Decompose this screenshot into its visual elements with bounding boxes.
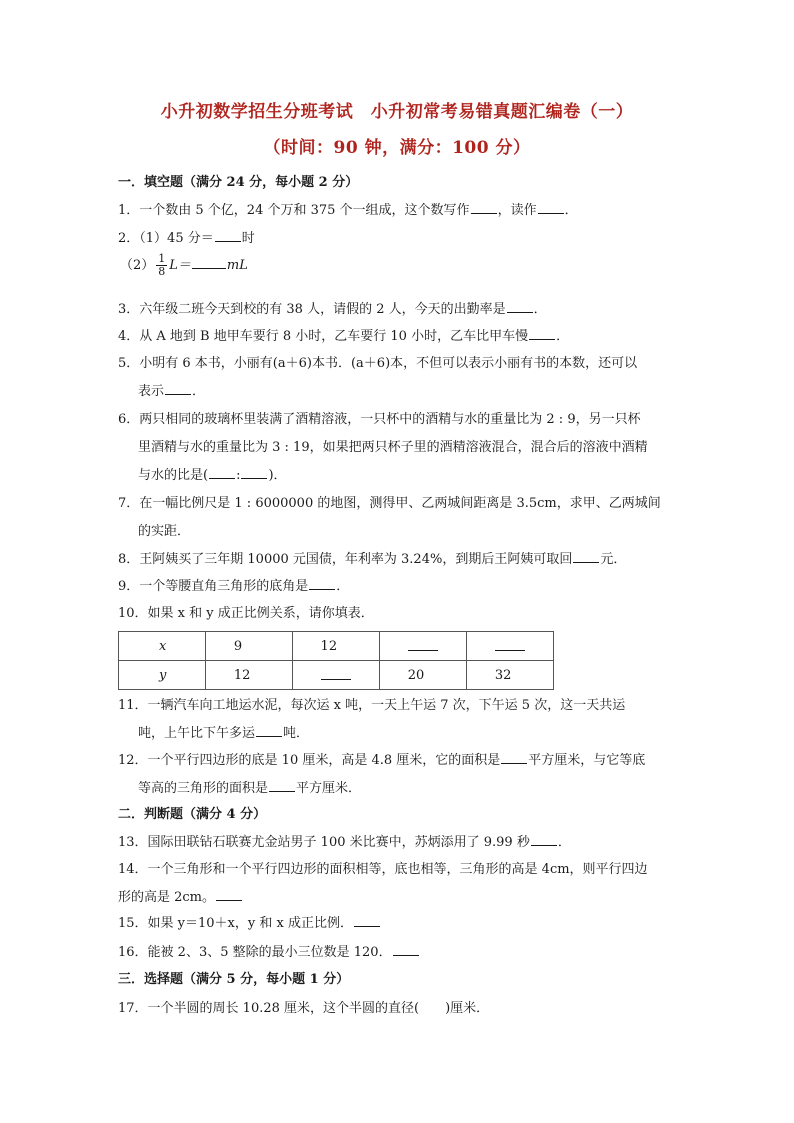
answer-blank[interactable] — [192, 256, 226, 269]
answer-blank[interactable] — [507, 300, 533, 313]
question-14-line-2: 形的高是 2cm。 — [118, 886, 243, 905]
answer-blank[interactable] — [495, 638, 525, 651]
answer-blank[interactable] — [216, 888, 242, 901]
table-cell: 12 — [205, 661, 292, 690]
question-7-line-2: 的实距． — [138, 524, 191, 539]
question-15: 15．如果 y＝10＋x，y 和 x 成正比例． — [118, 912, 381, 931]
question-7-line-1: 7．在一幅比例尺是 1 : 6000000 的地图，测得甲、乙两城间距离是 3.5cm，求甲、乙两城间 — [118, 496, 661, 511]
answer-blank[interactable] — [321, 667, 351, 680]
question-11-line-2: 吨，上午比下午多运 吨． — [138, 726, 310, 741]
section-heading-multiple-choice: 三．选择题（满分 5 分，每小题 1 分） — [118, 972, 350, 987]
question-4: 4．从 A 地到 B 地甲车要行 8 小时，乙车要行 10 小时，乙车比甲车慢 ． — [118, 329, 570, 344]
answer-blank[interactable] — [501, 751, 527, 764]
answer-blank[interactable] — [215, 229, 241, 242]
question-16: 16．能被 2、3、5 整除的最小三位数是 120． — [118, 941, 420, 960]
answer-blank[interactable] — [408, 638, 438, 651]
proportion-table — [118, 631, 554, 690]
question-5-line-1: 5．小明有 6 本书，小丽有(a＋6)本书．(a＋6)本，不但可以表示小丽有书的本数，还可以 — [118, 356, 638, 371]
answer-blank[interactable] — [209, 466, 235, 479]
answer-blank[interactable] — [529, 327, 555, 340]
answer-blank[interactable] — [471, 201, 497, 214]
table-row-label: x — [119, 632, 206, 661]
fraction: $\frac{1}{8}$ — [158, 252, 166, 278]
answer-blank[interactable] — [538, 201, 564, 214]
table-cell: 32 — [466, 661, 553, 690]
table-row — [119, 632, 554, 661]
answer-blank[interactable] — [354, 914, 380, 927]
table-cell-blank[interactable] — [292, 661, 379, 690]
answer-blank[interactable] — [256, 724, 282, 737]
question-11-line-1: 11．一辆汽车向工地运水泥，每次运 x 吨，一天上午运 7 次，下午运 5 次，这一天共运 — [118, 698, 626, 713]
question-8: 8．王阿姨买了三年期 10000 元国债，年利率为 3.24%，到期后王阿姨可取回 元． — [118, 552, 627, 567]
question-12-line-1: 12．一个平行四边形的底是 10 厘米，高是 4.8 厘米，它的面积是 平方厘米，与它等底 — [118, 753, 646, 768]
question-2-part-2: （2） $\frac{1}{8}$ L＝ mL — [120, 252, 248, 278]
question-2-part-1: 2．（1）45 分＝ 时 — [118, 231, 255, 246]
answer-blank[interactable] — [573, 550, 599, 563]
question-9: 9．一个等腰直角三角形的底角是 ． — [118, 579, 350, 594]
table-cell: 20 — [379, 661, 466, 690]
table-cell-blank[interactable] — [466, 632, 553, 661]
question-5-line-2: 表示 ． — [138, 384, 206, 399]
question-12-line-2: 等高的三角形的面积是 平方厘米． — [138, 781, 362, 796]
question-1: 1．一个数由 5 个亿，24 个万和 375 个一组成，这个数写作 ，读作 ． — [118, 203, 578, 218]
question-14-line-1: 14．一个三角形和一个平行四边形的面积相等，底也相等，三角形的高是 4cm，则平行四边 — [118, 862, 648, 877]
page-title: 小升初数学招生分班考试 小升初常考易错真题汇编卷（一） — [160, 102, 634, 122]
table-row-label: y — [119, 661, 206, 690]
section-heading-true-false: 二．判断题（满分 4 分） — [118, 807, 267, 822]
section-heading-fill-in: 一．填空题（满分 24 分，每小题 2 分） — [118, 175, 359, 190]
question-6-line-1: 6．两只相同的玻璃杯里装满了酒精溶液，一只杯中的酒精与水的重量比为 2 : 9，另一只杯 — [118, 412, 641, 427]
table-cell: 9 — [205, 632, 292, 661]
answer-blank[interactable] — [531, 833, 557, 846]
answer-blank[interactable] — [309, 577, 335, 590]
answer-blank[interactable] — [393, 943, 419, 956]
question-6-line-3: 与水的比是( : )． — [138, 468, 287, 483]
question-13: 13．国际田联钻石联赛尤金站男子 100 米比赛中，苏炳添用了 9.99 秒 ． — [118, 835, 571, 850]
table-cell: 12 — [292, 632, 379, 661]
question-6-line-2: 里酒精与水的重量比为 3 : 19，如果把两只杯子里的酒精溶液混合，混合后的溶液中酒精 — [138, 440, 648, 455]
table-cell-blank[interactable] — [379, 632, 466, 661]
answer-blank[interactable] — [241, 466, 267, 479]
table-row — [119, 661, 554, 690]
question-10: 10．如果 x 和 y 成正比例关系，请你填表． — [118, 606, 374, 621]
question-3: 3．六年级二班今天到校的有 38 人，请假的 2 人，今天的出勤率是 ． — [118, 302, 547, 317]
answer-blank[interactable] — [269, 779, 295, 792]
question-17: 17．一个半圆的周长 10.28 厘米，这个半圆的直径( )厘米． — [118, 1001, 490, 1016]
answer-blank[interactable] — [165, 382, 191, 395]
page-subtitle: （时间：90 钟，满分：100 分） — [263, 138, 531, 158]
